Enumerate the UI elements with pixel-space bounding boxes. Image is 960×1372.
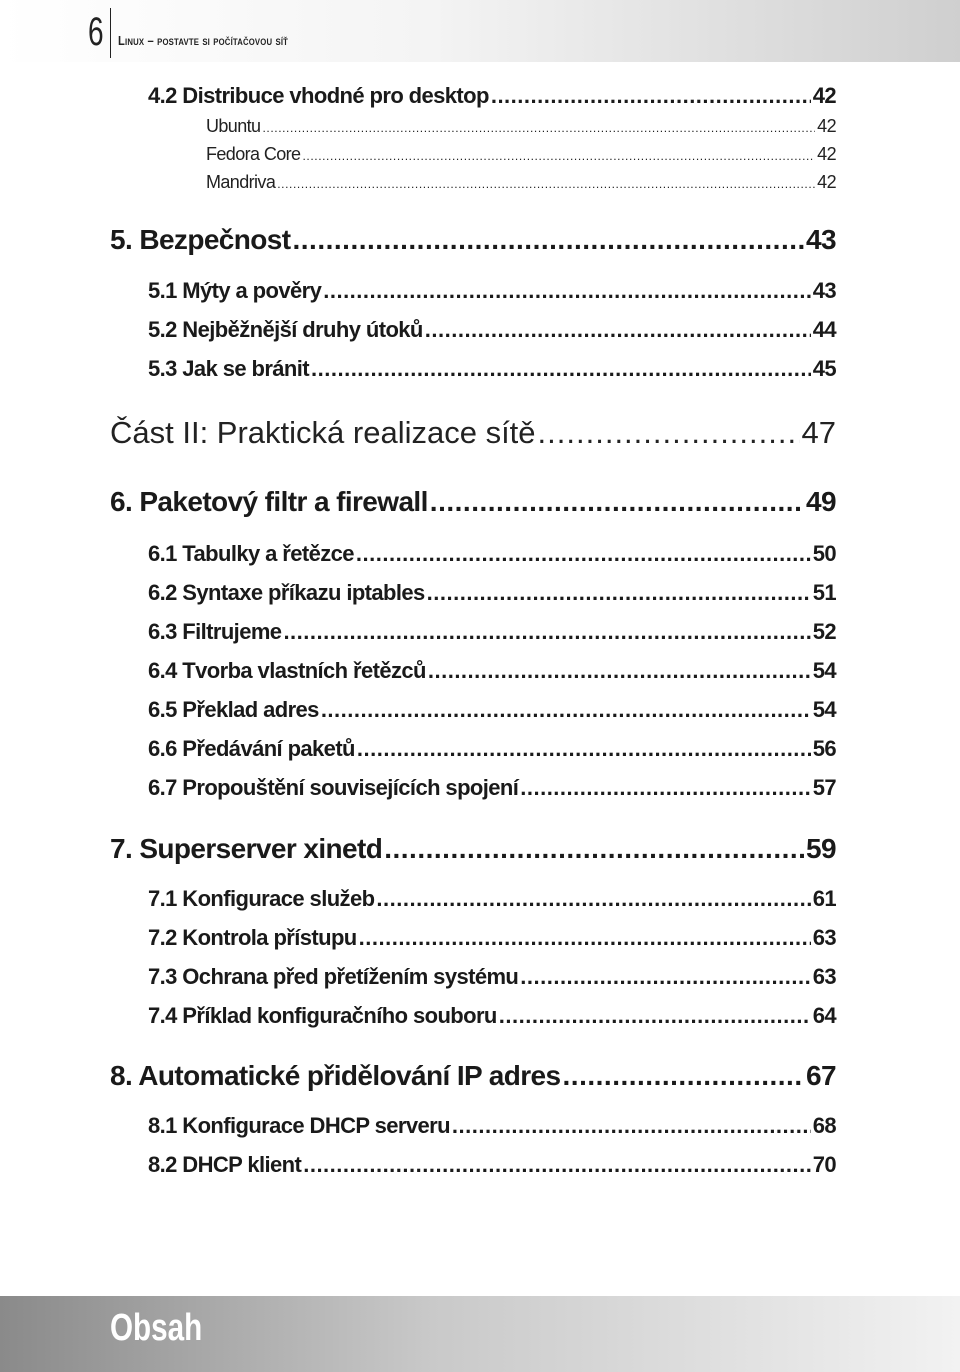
running-title: Linux – postavte si počítačovou síť bbox=[118, 33, 289, 48]
toc-entry[interactable] bbox=[110, 486, 836, 522]
toc-entry-title: 6.7 Propouštění souvisejících spojení bbox=[148, 775, 519, 800]
toc-entry-title: 6. Paketový filtr a firewall bbox=[110, 486, 428, 517]
toc-leader bbox=[292, 224, 804, 256]
toc-entry-page: 56 bbox=[812, 736, 836, 761]
toc-leader bbox=[520, 964, 810, 990]
toc-leader bbox=[384, 833, 804, 865]
toc-entry[interactable] bbox=[148, 964, 836, 994]
toc-entry[interactable] bbox=[148, 775, 836, 805]
toc-entry[interactable] bbox=[148, 1003, 836, 1033]
toc-entry-page: 42 bbox=[817, 116, 836, 136]
toc-leader bbox=[277, 172, 815, 193]
toc-entry-page: 61 bbox=[812, 886, 836, 911]
toc-leader bbox=[323, 278, 810, 304]
toc-entry-title: 7. Superserver xinetd bbox=[110, 833, 383, 864]
toc-leader bbox=[563, 1060, 805, 1092]
toc-leader bbox=[283, 619, 810, 645]
toc-entry[interactable] bbox=[148, 278, 836, 308]
toc-leader bbox=[303, 1152, 811, 1178]
toc-entry-page: 45 bbox=[812, 356, 836, 381]
toc-leader bbox=[302, 144, 815, 165]
toc-entry-page: 50 bbox=[812, 541, 836, 566]
toc-entry[interactable] bbox=[148, 1152, 836, 1182]
toc-entry[interactable] bbox=[148, 83, 836, 113]
toc-entry-title: 7.3 Ochrana před přetížením systému bbox=[148, 964, 519, 989]
toc-leader bbox=[311, 356, 811, 382]
toc-entry-page: 43 bbox=[812, 278, 836, 303]
toc-entry-page: 47 bbox=[801, 415, 836, 450]
toc-leader bbox=[538, 415, 800, 451]
section-title: Obsah bbox=[110, 1307, 203, 1349]
toc-entry-page: 52 bbox=[812, 619, 836, 644]
toc-entry-title: 7.4 Příklad konfiguračního souboru bbox=[148, 1003, 497, 1028]
toc-entry[interactable] bbox=[148, 356, 836, 386]
toc-leader bbox=[321, 697, 811, 723]
toc-entry[interactable] bbox=[110, 415, 836, 455]
toc-entry[interactable] bbox=[206, 144, 836, 168]
toc-entry[interactable] bbox=[148, 697, 836, 727]
toc-entry-title: 8. Automatické přidělování IP adres bbox=[110, 1060, 561, 1091]
toc-leader bbox=[491, 83, 811, 109]
toc-entry-page: 63 bbox=[812, 964, 836, 989]
toc-entry-page: 54 bbox=[812, 697, 836, 722]
header-divider bbox=[110, 8, 111, 58]
toc-leader bbox=[430, 486, 804, 518]
toc-entry[interactable] bbox=[110, 833, 836, 869]
toc-entry-title: 7.2 Kontrola přístupu bbox=[148, 925, 357, 950]
toc-entry-page: 57 bbox=[812, 775, 836, 800]
toc-entry-page: 63 bbox=[812, 925, 836, 950]
toc-entry-page: 67 bbox=[806, 1060, 836, 1091]
toc-entry-title: 6.5 Překlad adres bbox=[148, 697, 319, 722]
toc-entry-page: 64 bbox=[812, 1003, 836, 1028]
toc-entry-page: 70 bbox=[812, 1152, 836, 1177]
toc-entry-title: Část II: Praktická realizace sítě bbox=[110, 415, 536, 450]
toc-leader bbox=[359, 925, 811, 951]
toc-leader bbox=[262, 116, 815, 137]
toc-entry[interactable] bbox=[148, 619, 836, 649]
toc-entry[interactable] bbox=[110, 224, 836, 260]
toc-entry-title: Mandriva bbox=[206, 172, 276, 192]
toc-entry-title: 6.2 Syntaxe příkazu iptables bbox=[148, 580, 425, 605]
toc-entry-title: 5. Bezpečnost bbox=[110, 224, 291, 255]
toc-entry-title: 8.2 DHCP klient bbox=[148, 1152, 302, 1177]
toc-leader bbox=[428, 658, 811, 684]
toc-leader bbox=[520, 775, 810, 801]
page-number: 6 bbox=[88, 10, 104, 54]
toc-entry-title: 6.1 Tabulky a řetězce bbox=[148, 541, 354, 566]
toc-entry-page: 51 bbox=[812, 580, 836, 605]
toc-entry[interactable] bbox=[148, 658, 836, 688]
toc-leader bbox=[356, 541, 811, 567]
toc-entry-title: 6.6 Předávání paketů bbox=[148, 736, 355, 761]
toc-entry-page: 68 bbox=[812, 1113, 836, 1138]
toc-entry[interactable] bbox=[148, 580, 836, 610]
toc-entry-title: 6.3 Filtrujeme bbox=[148, 619, 282, 644]
toc-entry-page: 42 bbox=[817, 172, 836, 192]
toc-entry-page: 42 bbox=[812, 83, 836, 108]
toc-entry-page: 42 bbox=[817, 144, 836, 164]
toc-entry[interactable] bbox=[148, 925, 836, 955]
toc-entry[interactable] bbox=[110, 1060, 836, 1096]
toc-leader bbox=[425, 317, 811, 343]
toc-entry-title: 5.1 Mýty a pověry bbox=[148, 278, 322, 303]
toc-entry-title: 6.4 Tvorba vlastních řetězců bbox=[148, 658, 426, 683]
toc-entry-title: 7.1 Konfigurace služeb bbox=[148, 886, 375, 911]
toc-leader bbox=[427, 580, 811, 606]
toc-entry-title: 4.2 Distribuce vhodné pro desktop bbox=[148, 83, 489, 108]
toc-leader bbox=[499, 1003, 811, 1029]
toc-entry-page: 43 bbox=[806, 224, 836, 255]
toc-entry-page: 44 bbox=[812, 317, 836, 342]
toc-entry-title: 5.3 Jak se bránit bbox=[148, 356, 310, 381]
toc-entry[interactable] bbox=[148, 541, 836, 571]
toc-entry-title: 8.1 Konfigurace DHCP serveru bbox=[148, 1113, 450, 1138]
toc-entry[interactable] bbox=[206, 172, 836, 196]
toc-entry-title: Fedora Core bbox=[206, 144, 301, 164]
toc-leader bbox=[357, 736, 811, 762]
toc-entry-page: 54 bbox=[812, 658, 836, 683]
toc-entry[interactable] bbox=[148, 736, 836, 766]
toc-entry-page: 59 bbox=[806, 833, 836, 864]
toc-entry[interactable] bbox=[206, 116, 836, 140]
toc-entry-title: Ubuntu bbox=[206, 116, 261, 136]
toc-entry[interactable] bbox=[148, 1113, 836, 1143]
toc-leader bbox=[376, 886, 810, 912]
toc-entry-title: 5.2 Nejběžnější druhy útoků bbox=[148, 317, 423, 342]
toc-leader bbox=[452, 1113, 811, 1139]
toc-entry-page: 49 bbox=[806, 486, 836, 517]
toc-entry[interactable] bbox=[148, 317, 836, 347]
header-band bbox=[0, 0, 960, 62]
toc-entry[interactable] bbox=[148, 886, 836, 916]
